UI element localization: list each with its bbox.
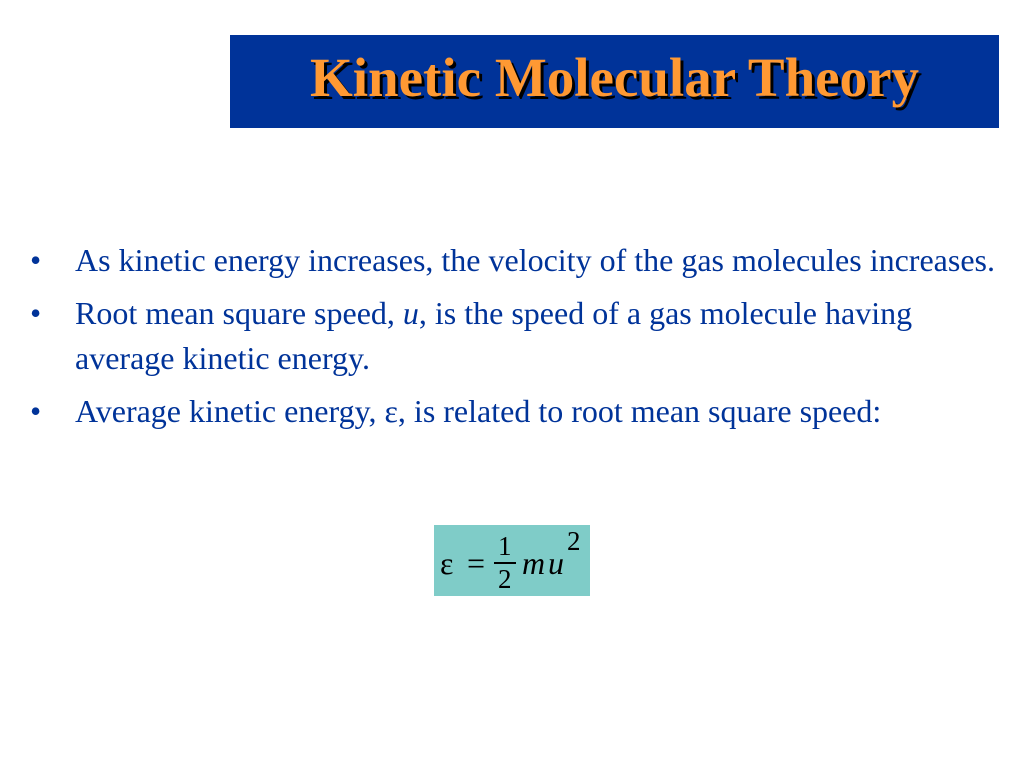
- bullet-text-part: Root mean square speed,: [75, 295, 403, 331]
- bullet-marker: •: [30, 242, 42, 278]
- equation-box: [434, 525, 590, 596]
- equation-speed: u: [548, 545, 564, 581]
- bullet-text-part: , is the speed of a gas molecule having average kinetic energy.: [75, 295, 913, 376]
- bullet-marker: •: [30, 393, 42, 429]
- bullet-item: [30, 238, 1005, 283]
- equation-mass: m: [522, 545, 546, 581]
- speed-symbol: u: [402, 295, 419, 331]
- bullet-text: As kinetic energy increases, the velocity of the gas molecules increases.: [75, 242, 995, 278]
- bullet-text: Average kinetic energy, ε, is related to root mean square speed:: [75, 393, 882, 429]
- equation-epsilon: ε: [440, 545, 454, 581]
- fraction-numerator: 1: [498, 531, 512, 561]
- bullet-item: [30, 291, 1005, 381]
- title-banner: [230, 35, 999, 128]
- equation-equals-sign: =: [467, 545, 486, 581]
- bullet-item: [30, 389, 1005, 434]
- slide-title: Kinetic Molecular Theory: [310, 47, 919, 108]
- bullet-text: [75, 295, 912, 376]
- fraction-denominator: 2: [498, 564, 512, 594]
- bullet-marker: •: [30, 295, 42, 331]
- bullet-list: [30, 238, 1005, 442]
- equation-exponent: 2: [567, 526, 581, 556]
